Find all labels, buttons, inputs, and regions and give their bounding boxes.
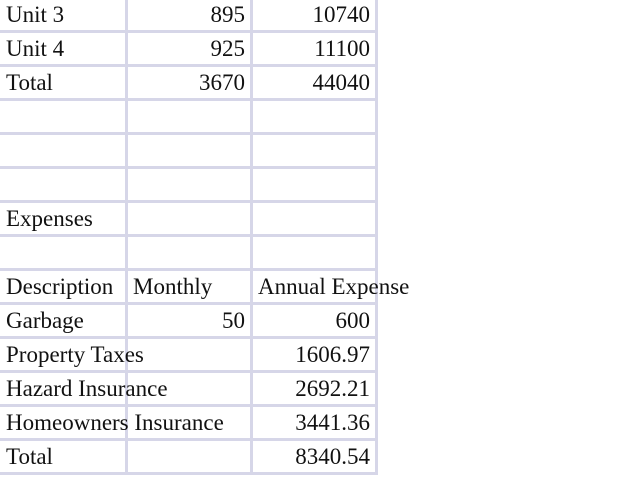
cell-text: 3441.36 — [295, 410, 370, 435]
section-heading-expenses: Expenses — [6, 206, 93, 231]
cell-text: Garbage — [6, 308, 84, 333]
cell-text: 600 — [335, 308, 370, 333]
cell-a[interactable] — [0, 339, 144, 373]
table-row — [0, 203, 380, 237]
cell-c[interactable] — [253, 101, 378, 135]
column-header-annual-expense: Annual Expense — [258, 274, 410, 299]
cell-a[interactable] — [0, 373, 168, 407]
cell-a[interactable] — [0, 0, 128, 33]
cell-c[interactable] — [253, 0, 378, 33]
table-row — [0, 373, 380, 407]
table-row — [0, 0, 380, 33]
cell-text: 1606.97 — [295, 342, 370, 367]
cell-text: 11100 — [314, 36, 370, 61]
cell-c[interactable] — [253, 271, 410, 305]
cell-text: Homeowners Insurance — [6, 410, 224, 435]
cell-a[interactable] — [0, 305, 128, 339]
table-row — [0, 135, 380, 169]
cell-text: Unit 3 — [6, 2, 65, 27]
cell-b[interactable] — [128, 67, 253, 101]
cell-text: 895 — [210, 2, 245, 27]
cell-text: Total — [6, 70, 53, 95]
cell-b[interactable] — [128, 441, 253, 475]
cell-c[interactable] — [253, 33, 378, 67]
cell-text: 10740 — [312, 2, 370, 27]
table-header-row — [0, 271, 410, 305]
cell-b[interactable] — [128, 101, 253, 135]
cell-text: 2692.21 — [295, 376, 370, 401]
table-row — [0, 339, 380, 373]
cell-c[interactable] — [253, 339, 378, 373]
cell-b[interactable] — [128, 203, 253, 237]
cell-text: Property Taxes — [6, 342, 144, 367]
cell-c[interactable] — [253, 135, 378, 169]
cell-c[interactable] — [253, 237, 378, 271]
cell-c[interactable] — [253, 373, 378, 407]
cell-c[interactable] — [253, 67, 378, 101]
cell-b[interactable] — [128, 135, 253, 169]
cell-a[interactable] — [0, 203, 128, 237]
cell-a[interactable] — [0, 67, 128, 101]
cell-c[interactable] — [253, 305, 378, 339]
column-header-monthly: Monthly — [133, 274, 213, 299]
table-row — [0, 441, 380, 475]
cell-a[interactable] — [0, 169, 128, 203]
cell-a[interactable] — [0, 101, 128, 135]
table-row — [0, 67, 380, 101]
cell-text: 925 — [210, 36, 245, 61]
table-row — [0, 169, 380, 203]
table-row — [0, 33, 380, 67]
cell-c[interactable] — [253, 407, 378, 441]
cell-a[interactable] — [0, 441, 128, 475]
cell-b[interactable] — [128, 0, 253, 33]
cell-text: 44040 — [312, 70, 370, 95]
cell-text: Unit 4 — [6, 36, 65, 61]
cell-b[interactable] — [128, 237, 253, 271]
table-row — [0, 305, 380, 339]
cell-a[interactable] — [0, 271, 128, 305]
cell-c[interactable] — [253, 203, 378, 237]
cell-b[interactable] — [128, 305, 253, 339]
cell-a[interactable] — [0, 33, 128, 67]
cell-a[interactable] — [0, 237, 128, 271]
table-row — [0, 407, 380, 441]
cell-c[interactable] — [253, 169, 378, 203]
cell-text: 8340.54 — [295, 444, 370, 469]
cell-b[interactable] — [128, 169, 253, 203]
cell-c[interactable] — [253, 441, 378, 475]
cell-text: Hazard Insurance — [6, 376, 168, 401]
cell-a[interactable] — [0, 135, 128, 169]
cell-b[interactable] — [128, 339, 253, 373]
column-header-description: Description — [6, 274, 114, 299]
table-row — [0, 101, 380, 135]
cell-text: 3670 — [199, 70, 245, 95]
cell-b[interactable] — [128, 33, 253, 67]
cell-text: 50 — [222, 308, 245, 333]
table-row — [0, 237, 380, 271]
cell-a[interactable] — [0, 407, 224, 441]
cell-b[interactable] — [128, 271, 253, 305]
cell-text: Total — [6, 444, 53, 469]
